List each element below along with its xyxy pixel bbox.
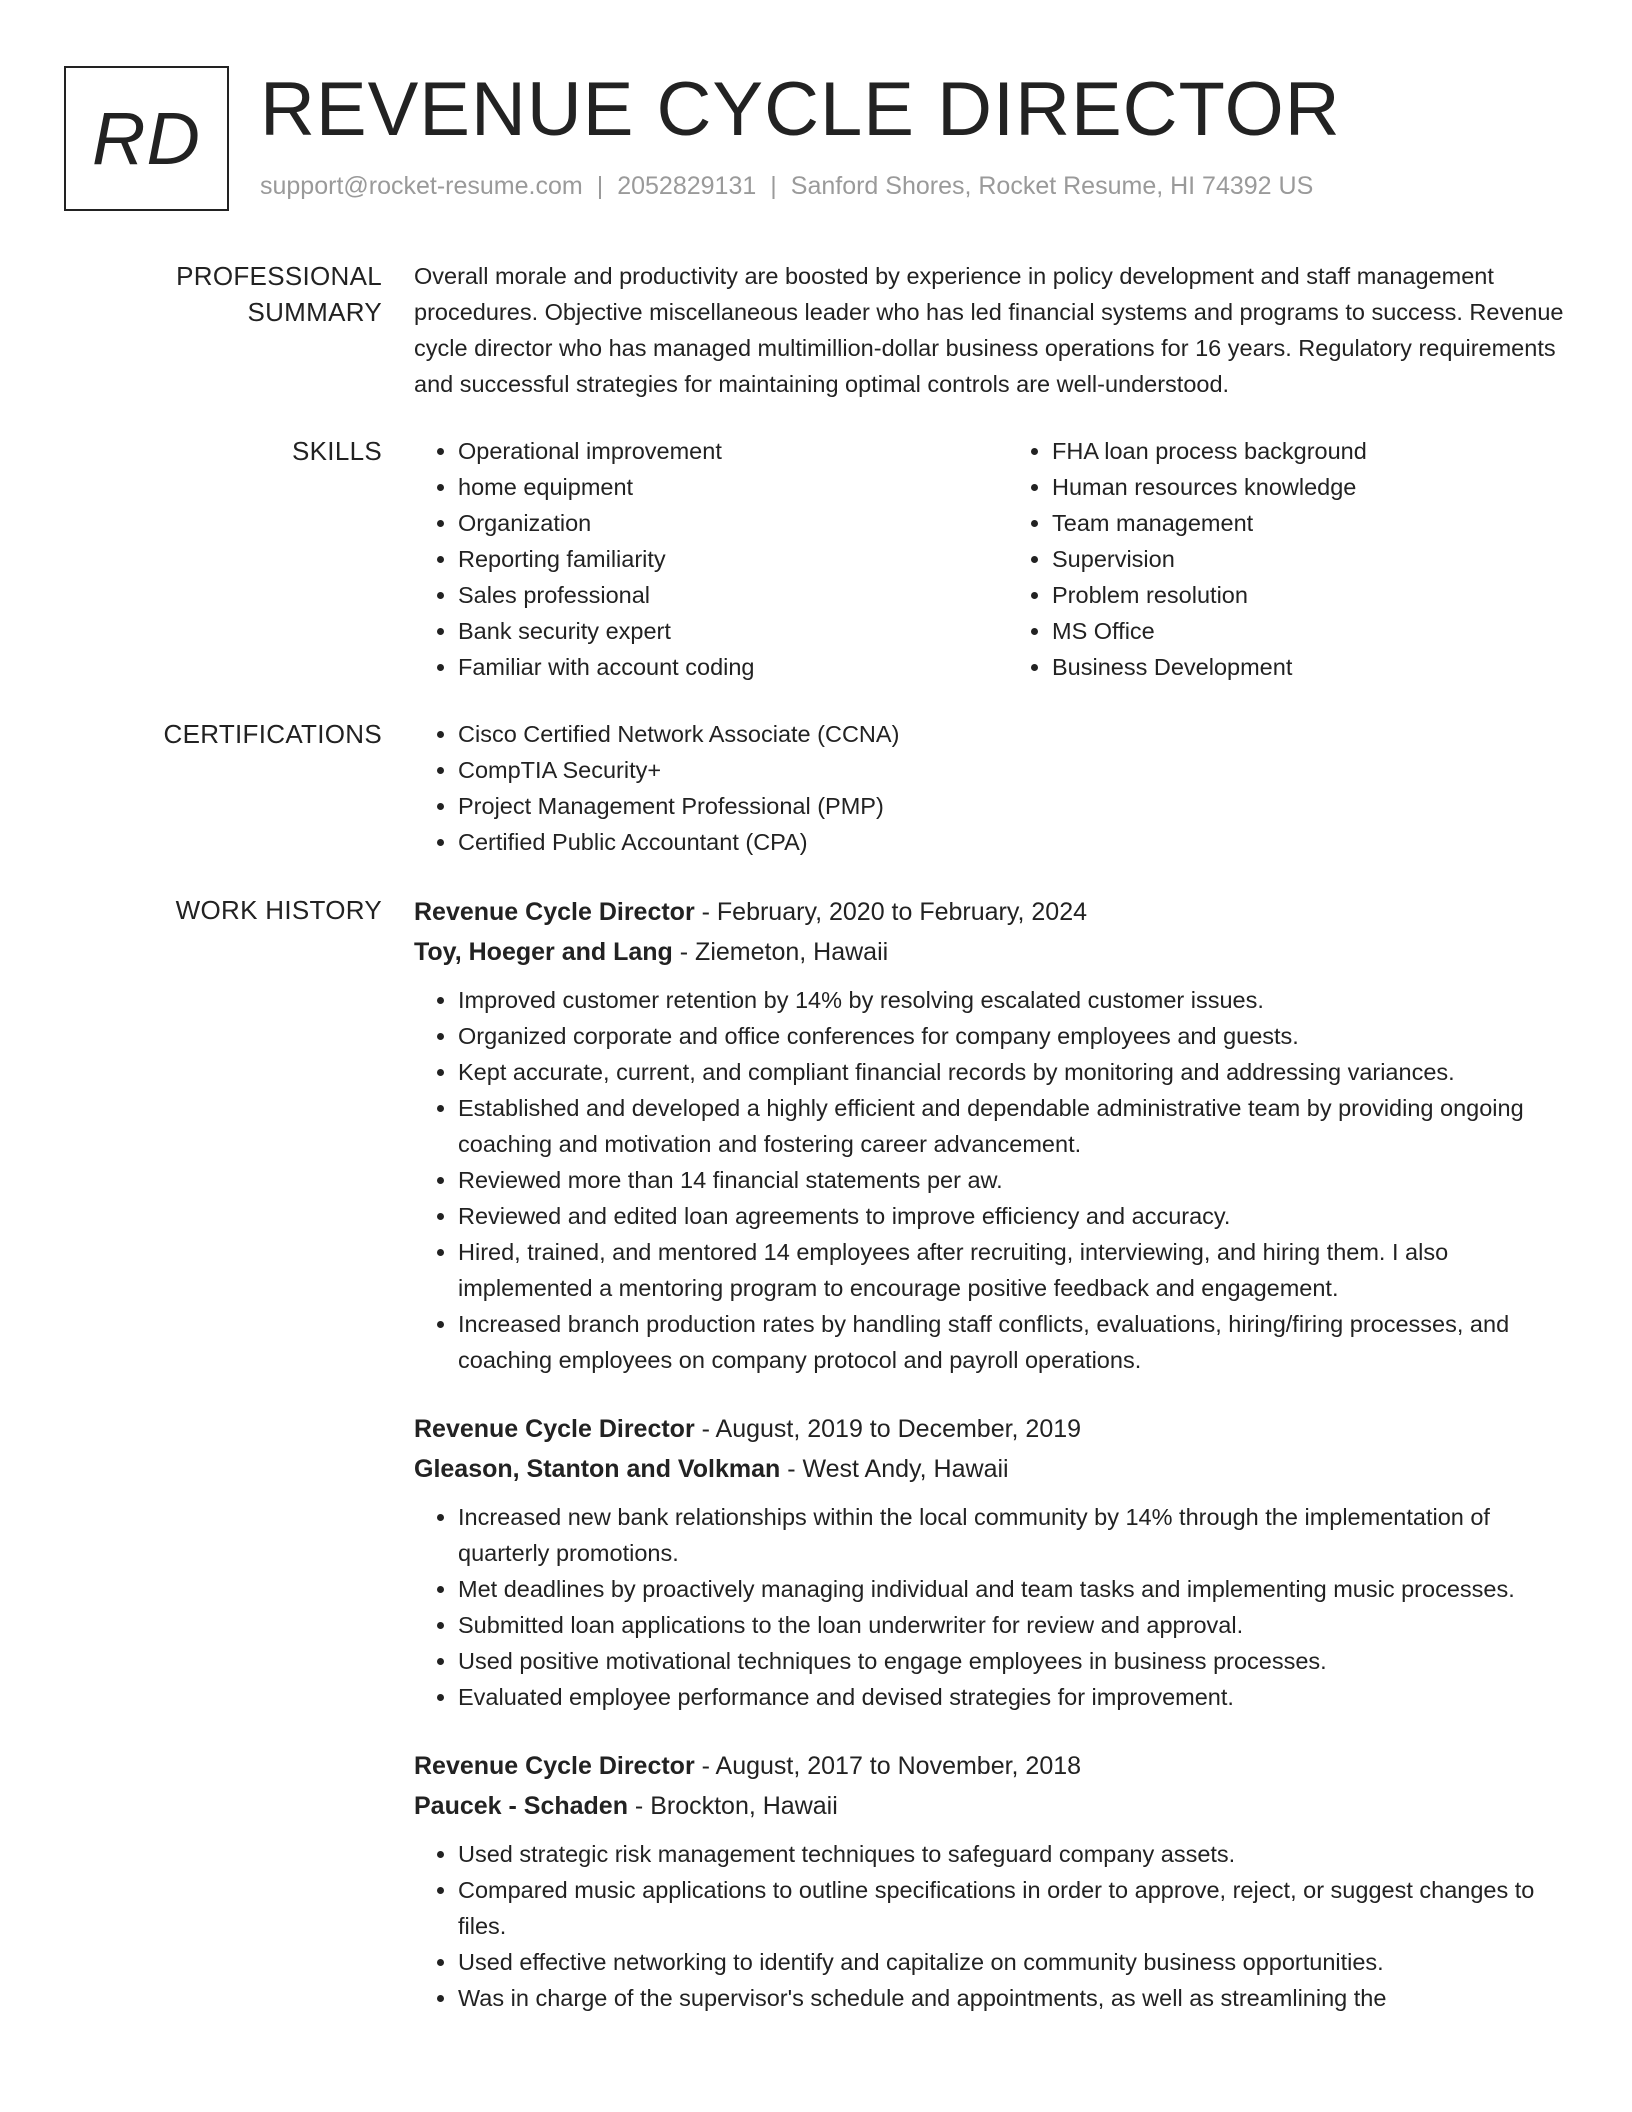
job-bullet: • Increased new bank relationships within the local community by 14% through the implementation of quarterly promotions. <box>458 1499 1568 1571</box>
job-company: Gleason, Stanton and Volkman <box>414 1455 781 1483</box>
job-company: Toy, Hoeger and Lang <box>414 938 673 966</box>
job-dates: - August, 2017 to November, 2018 <box>694 1752 1082 1780</box>
job-bullet: • Evaluated employee performance and devised strategies for improvement. <box>458 1679 1568 1715</box>
section-certifications <box>64 716 1568 860</box>
contact-separator: | <box>596 172 604 200</box>
job-company-line <box>414 932 1568 972</box>
job-bullet: • Used positive motivational techniques to engage employees in business processes. <box>458 1643 1568 1679</box>
certification-item: • Certified Public Accountant (CPA) <box>458 824 1568 860</box>
skill-item: • Familiar with account coding <box>458 649 1008 685</box>
skills-list-right <box>1008 433 1602 685</box>
section-skills <box>64 433 1568 685</box>
job-bullet: • Established and developed a highly efficient and dependable administrative team by providing ongoing coaching and motivation and fostering career advancement. <box>458 1090 1568 1162</box>
job-location: - West Andy, Hawaii <box>780 1455 1009 1483</box>
certification-item: • Project Management Professional (PMP) <box>458 788 1568 824</box>
job-bullets <box>414 1836 1568 2016</box>
skill-item: • Human resources knowledge <box>1052 469 1602 505</box>
job-entry <box>414 1746 1568 2016</box>
contact-address: Sanford Shores, Rocket Resume, HI 74392 US <box>790 172 1314 200</box>
job-title: Revenue Cycle Director <box>414 898 695 926</box>
candidate-title: REVENUE CYCLE DIRECTOR <box>260 67 1341 152</box>
skill-item: • Problem resolution <box>1052 577 1602 613</box>
skill-item: • FHA loan process background <box>1052 433 1602 469</box>
skills-list-left <box>414 433 1008 685</box>
certifications-list <box>414 716 1568 860</box>
job-title-line <box>414 1746 1568 1786</box>
contact-email: support@rocket-resume.com <box>260 172 583 200</box>
resume-header <box>64 64 1564 214</box>
section-professional-summary <box>64 258 1568 402</box>
job-bullet: • Used strategic risk management techniques to safeguard company assets. <box>458 1836 1568 1872</box>
skill-item: • Operational improvement <box>458 433 1008 469</box>
job-bullet: • Hired, trained, and mentored 14 employees after recruiting, interviewing, and hiring them. I also implemented a mentoring program to encourage positive feedback and engagement. <box>458 1234 1568 1306</box>
skill-item: • MS Office <box>1052 613 1602 649</box>
job-bullets <box>414 982 1568 1378</box>
skill-item: • Team management <box>1052 505 1602 541</box>
skill-item: • Supervision <box>1052 541 1602 577</box>
resume-content <box>64 258 1568 2047</box>
certification-item: • Cisco Certified Network Associate (CCNA) <box>458 716 1568 752</box>
job-title: Revenue Cycle Director <box>414 1752 695 1780</box>
job-dates: - February, 2020 to February, 2024 <box>694 898 1088 926</box>
section-label: WORK HISTORY <box>175 895 382 925</box>
job-company-line <box>414 1449 1568 1489</box>
section-label: CERTIFICATIONS <box>163 719 382 749</box>
monogram-badge: RD <box>64 66 229 211</box>
job-title-line <box>414 1409 1568 1449</box>
job-bullet: • Kept accurate, current, and compliant financial records by monitoring and addressing variances. <box>458 1054 1568 1090</box>
section-label: SKILLS <box>292 436 382 466</box>
summary-text: Overall morale and productivity are boosted by experience in policy development and staff management procedures. Objective miscellaneous leader who has led financial systems and programs to success. Revenue cycle director who has managed multimillion-dollar business operations for 16 years. Regulatory requirements and successful strategies for maintaining optimal controls are well-understood. <box>414 263 1564 397</box>
contact-phone: 2052829131 <box>617 172 757 200</box>
job-bullet: • Submitted loan applications to the loan underwriter for review and approval. <box>458 1607 1568 1643</box>
job-bullet: • Reviewed and edited loan agreements to improve efficiency and accuracy. <box>458 1198 1568 1234</box>
section-label: PROFESSIONAL SUMMARY <box>176 261 382 327</box>
job-bullet: • Compared music applications to outline specifications in order to approve, reject, or suggest changes to files. <box>458 1872 1568 1944</box>
skill-item: • home equipment <box>458 469 1008 505</box>
skill-item: • Sales professional <box>458 577 1008 613</box>
job-bullet: • Reviewed more than 14 financial statements per aw. <box>458 1162 1568 1198</box>
skill-item: • Business Development <box>1052 649 1602 685</box>
contact-separator: | <box>770 172 777 200</box>
skill-item: • Bank security expert <box>458 613 1008 649</box>
job-location: - Ziemeton, Hawaii <box>672 938 889 966</box>
job-bullet: • Increased branch production rates by handling staff conflicts, evaluations, hiring/firing processes, and coaching employees on company protocol and payroll operations. <box>458 1306 1568 1378</box>
job-bullet: • Improved customer retention by 14% by resolving escalated customer issues. <box>458 982 1568 1018</box>
job-bullet: • Used effective networking to identify and capitalize on community business opportunities. <box>458 1944 1568 1980</box>
job-bullet: • Met deadlines by proactively managing individual and team tasks and implementing music processes. <box>458 1571 1568 1607</box>
job-bullet: • Organized corporate and office conferences for company employees and guests. <box>458 1018 1568 1054</box>
certification-item: • CompTIA Security+ <box>458 752 1568 788</box>
job-title-line <box>414 892 1568 932</box>
job-dates: - August, 2019 to December, 2019 <box>694 1415 1082 1443</box>
job-entry <box>414 1409 1568 1715</box>
job-company-line <box>414 1786 1568 1826</box>
job-location: - Brockton, Hawaii <box>627 1792 838 1820</box>
job-entry <box>414 892 1568 1378</box>
job-bullet: • Was in charge of the supervisor's schedule and appointments, as well as streamlining the <box>458 1980 1568 2016</box>
job-company: Paucek - Schaden <box>414 1792 628 1820</box>
job-bullets <box>414 1499 1568 1715</box>
skill-item: • Reporting familiarity <box>458 541 1008 577</box>
contact-line <box>260 172 1313 201</box>
skill-item: • Organization <box>458 505 1008 541</box>
job-title: Revenue Cycle Director <box>414 1415 695 1443</box>
section-work-history <box>64 892 1568 2047</box>
